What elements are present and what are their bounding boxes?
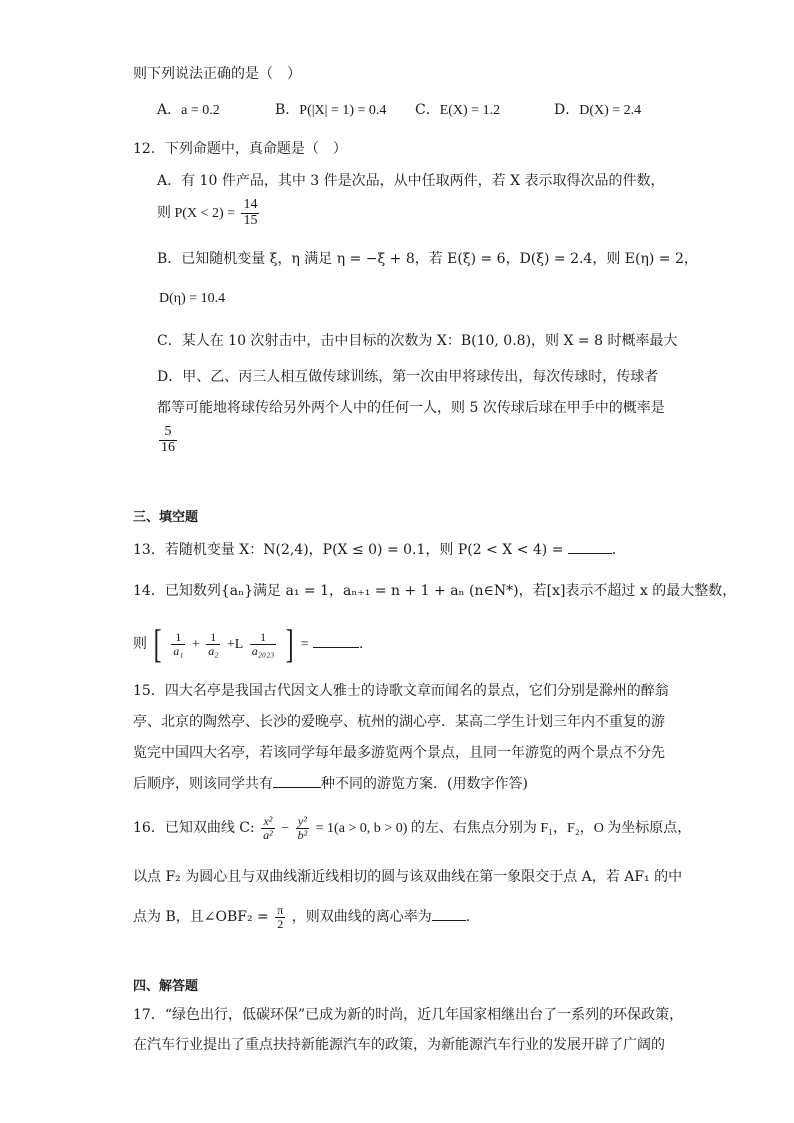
q17-line2: 在汽车行业提出了重点扶持新能源汽车的政策，为新能源汽车行业的发展开辟了广阔的 <box>133 1037 665 1053</box>
q11-option-c: C．E(X) = 1.2 <box>415 102 501 118</box>
q12-stem: 12．下列命题中，真命题是（ ） <box>133 141 347 157</box>
q15-line1: 15．四大名亭是我国古代因文人雅士的诗歌文章而闻名的景点，它们分别是滁州的醉翁 <box>133 683 669 699</box>
q16-line3: 点为 B，且∠OBF₂ = $\frac{\pi}{2}$ ，则双曲线的离心率为 . <box>133 903 471 931</box>
section-title-answer: 四、解答题 <box>133 979 199 994</box>
q15-line3: 览完中国四大名亭，若该同学每年最多游览两个景点，且同一年游览的两个景点不分先 <box>133 745 665 761</box>
q13-answer-blank[interactable] <box>568 553 612 554</box>
right-bracket: ] <box>285 621 294 666</box>
q12-a-fraction: $\frac{14}{15}$ <box>243 197 258 228</box>
q16-line2: 以点 F₂ 为圆心且与双曲线渐近线相切的圆与该双曲线在第一象限交于点 A，若 AF₁ 的中 <box>133 869 683 885</box>
q13: 13．若随机变量 X：N(2,4)，P(X ≤ 0) = 0.1，则 P(2 < X < 4) = ． <box>133 542 626 558</box>
q15-line4: 后顺序，则该同学共有 种不同的游览方案．(用数字作答) <box>133 776 528 792</box>
q12-option-a-line2: 则 P(X < 2) = $\frac{14}{15}$ <box>157 197 258 228</box>
q14-line2: 则 [ $\frac{1}{\text{a₁}}$ + $\frac{1}{\text{a₂}}$ +L $\frac{1}{\text{a₂₀₂₃}}$ ] = ． <box>133 621 374 666</box>
q12-option-c: C．某人在 10 次射击中，击中目标的次数为 X：B(10, 0.8)，则 X = 8 时概率最大 <box>157 333 678 349</box>
q17-line1: 17．“绿色出行，低碳环保”已成为新的时尚，近几年国家相继出台了一系列的环保政策， <box>133 1007 684 1023</box>
q12-option-d-line1: D．甲、乙、丙三人相互做传球训练，第一次由甲将球传出，每次传球时，传球者 <box>157 369 659 385</box>
q16-line1: 16．已知双曲线 C: $\frac{\text{x²}}{\text{a²}}$ − $\frac{\text{y²}}{\text{b²}}$ = 1(a > 0, b > 0) 的左、右焦点分别为 F₁，F₂，O 为坐标原点， <box>133 814 692 842</box>
q12-d-fraction: $\frac{5}{16}$ <box>161 424 175 455</box>
q14-answer-blank[interactable] <box>313 647 359 648</box>
q11-stem: 则下列说法正确的是（ ） <box>133 66 301 82</box>
q12-option-a-line1: A．有 10 件产品，其中 3 件是次品，从中任取两件，若 X 表示取得次品的件数， <box>157 173 665 189</box>
q12-option-b-line1: B．已知随机变量 ξ，η 满足 η = −ξ + 8，若 E(ξ) = 6，D(ξ) = 2.4，则 E(η) = 2， <box>157 251 698 267</box>
q11-option-d: D．D(X) = 2.4 <box>554 102 642 118</box>
q11-options <box>157 102 641 120</box>
q16-answer-blank[interactable] <box>432 920 466 921</box>
q15-answer-blank[interactable] <box>273 787 321 788</box>
left-bracket: [ <box>154 621 163 666</box>
q11-option-b: B．P(|X| = 1) = 0.4 <box>275 102 387 118</box>
section-title-fill-in: 三、填空题 <box>133 510 199 525</box>
q12-option-d-line2: 都等可能地将球传给另外两个人中的任何一人，则 5 次传球后球在甲手中的概率是 <box>157 400 665 416</box>
q11-option-a: A．a = 0.2 <box>157 102 220 118</box>
q12-option-b-line2: D(η) = 10.4 <box>159 291 226 306</box>
q15-line2: 亭、北京的陶然亭、长沙的爱晚亭、杭州的湖心亭．某高二学生计划三年内不重复的游 <box>133 714 665 730</box>
q14-line1: 14．已知数列{aₙ}满足 a₁ = 1，aₙ₊₁ = n + 1 + aₙ (n∈N*)，若[x]表示不超过 x 的最大整数， <box>133 583 737 599</box>
